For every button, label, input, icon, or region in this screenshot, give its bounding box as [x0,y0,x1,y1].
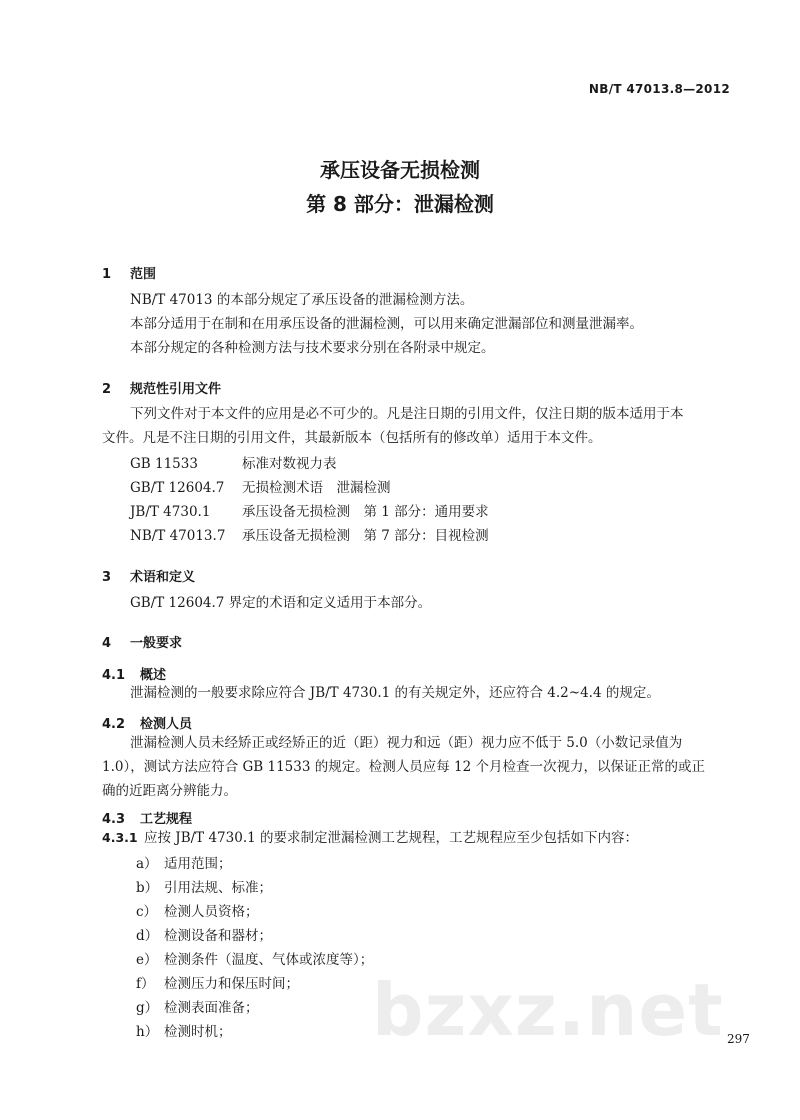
subsection-4-2-heading [102,713,192,732]
reference-item [130,530,489,544]
reference-title: 标准对数视力表 [242,456,337,472]
paragraph: 确的近距离分辨能力。 [102,783,237,799]
section-1-heading [102,263,156,282]
reference-item [130,506,489,520]
list-item [136,1026,232,1040]
section-number: 4 [102,636,112,651]
paragraph: GB/T 12604.7 界定的术语和定义适用于本部分。 [130,595,432,611]
list-marker: d） [136,928,159,944]
subsection-4-1-heading [102,664,166,683]
paragraph: NB/T 47013 的本部分规定了承压设备的泄漏检测方法。 [130,292,474,308]
reference-title: 承压设备无损检测 第 1 部分：通用要求 [242,504,489,520]
reference-item [130,482,391,496]
paragraph: 泄漏检测的一般要求除应符合 JB/T 4730.1 的有关规定外，还应符合 4.2~4.4 的规定。 [130,685,660,701]
standard-code: NB/T 47013.8—2012 [588,82,730,96]
section-2-heading [102,378,221,397]
list-marker: f） [136,976,155,992]
section-title: 一般要求 [130,636,183,651]
list-item [136,858,232,872]
paragraph: 本部分适用于在制和在用承压设备的泄漏检测，可以用来确定泄漏部位和测量泄漏率。 [130,316,643,332]
list-item [136,930,272,944]
reference-item [130,458,337,472]
section-number: 4.2 [102,717,126,732]
section-number: 1 [102,267,112,282]
section-title: 规范性引用文件 [130,382,222,397]
list-text: 适用范围； [164,856,232,872]
section-title: 范围 [130,267,157,282]
reference-code: JB/T 4730.1 [130,504,211,520]
subsection-4-3-heading [102,808,192,827]
section-4-heading [102,632,182,651]
section-title: 术语和定义 [130,570,196,585]
section-number: 2 [102,382,112,397]
reference-code: GB/T 12604.7 [130,480,225,496]
list-marker: a） [136,856,158,872]
section-number: 4.3 [102,812,126,827]
section-number: 4.1 [102,668,126,683]
list-text: 检测压力和保压时间； [164,976,299,992]
document-title-line1: 承压设备无损检测 [320,158,480,182]
list-marker: b） [136,880,159,896]
clause-number: 4.3.1 [102,830,138,845]
list-item [136,954,373,968]
list-item [136,978,299,992]
list-text: 检测设备和器材； [164,928,272,944]
reference-code: NB/T 47013.7 [130,528,226,544]
watermark: bzxz.net [372,968,724,1052]
reference-title: 无损检测术语 泄漏检测 [242,480,391,496]
list-item [136,906,259,920]
document-title-line2: 第 8 部分：泄漏检测 [306,192,494,216]
list-marker: c） [136,904,158,920]
list-text: 检测表面准备； [164,1000,259,1016]
page-number: 297 [727,1032,750,1046]
list-text: 检测人员资格； [164,904,259,920]
clause-4-3-1 [102,832,638,846]
list-marker: e） [136,952,158,968]
section-title: 检测人员 [140,717,193,732]
section-title: 概述 [140,668,167,683]
paragraph: 下列文件对于本文件的应用是必不可少的。凡是注日期的引用文件，仅注日期的版本适用于本 [130,406,684,422]
reference-code: GB 11533 [130,456,198,472]
list-text: 检测时机； [164,1024,232,1040]
list-item [136,882,272,896]
section-3-heading [102,566,195,585]
list-marker: g） [136,1000,159,1016]
paragraph: 文件。凡是不注日期的引用文件，其最新版本（包括所有的修改单）适用于本文件。 [102,430,602,446]
clause-text: 应按 JB/T 4730.1 的要求制定泄漏检测工艺规程，工艺规程应至少包括如下内容： [144,830,638,846]
paragraph: 本部分规定的各种检测方法与技术要求分别在各附录中规定。 [130,340,495,356]
paragraph: 泄漏检测人员未经矫正或经矫正的近（距）视力和远（距）视力应不低于 5.0（小数记录值为 [130,735,683,751]
list-marker: h） [136,1024,159,1040]
section-title: 工艺规程 [140,812,193,827]
paragraph: 1.0），测试方法应符合 GB 11533 的规定。检测人员应每 12 个月检查一次视力，以保证正常的或正 [102,759,706,775]
section-number: 3 [102,570,112,585]
list-item [136,1002,259,1016]
list-text: 引用法规、标准； [164,880,272,896]
list-text: 检测条件（温度、气体或浓度等）； [164,952,374,968]
reference-title: 承压设备无损检测 第 7 部分：目视检测 [242,528,489,544]
